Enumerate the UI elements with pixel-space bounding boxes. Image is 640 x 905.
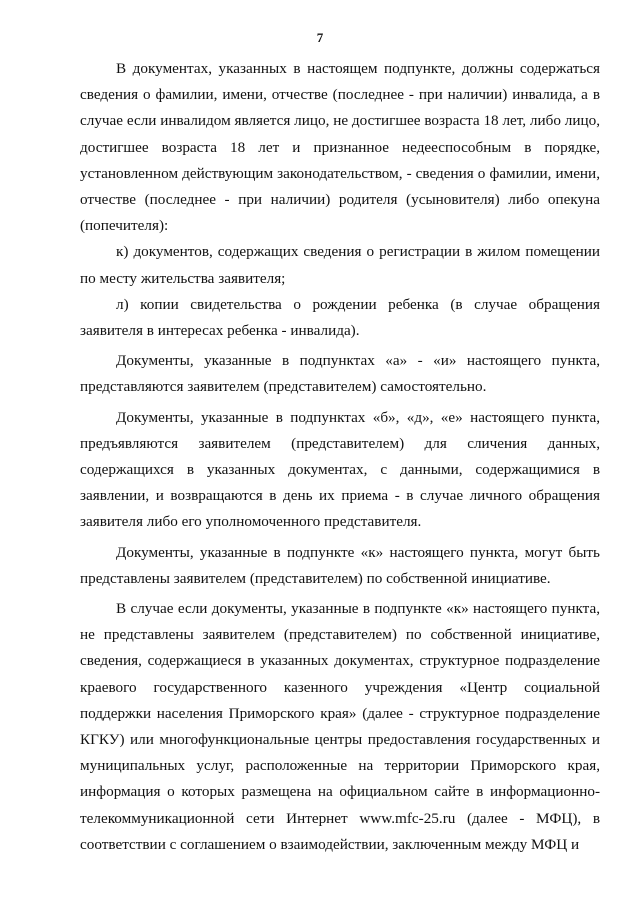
paragraph-self-submission: Документы, указанные в подпунктах «а» - «и» настоящего пункта, представляются заявителем (представителем) самостоятельно. <box>80 352 600 396</box>
document-body <box>80 56 600 858</box>
paragraph-item-k: к) документов, содержащих сведения о регистрации в жилом помещении по месту жительства заявителя; <box>80 243 600 287</box>
paragraph-interagency-request: В случае если документы, указанные в подпункте «к» настоящего пункта, не представлены заявителем (представителем) по собственной инициативе, сведения, содержащиеся в указанных документах, структурное подразделение краевого государственного казенного учреждения «Центр социальной поддержки населения Приморского края» (далее - структурное подразделение КГКУ) или многофункциональные центры предоставления государственных и муниципальных услуг, расположенные на территории Приморского края, информация о которых размещена на официальном сайте в информационно-телекоммуникационной сети Интернет www.mfc-25.ru (далее - МФЦ), в соответствии с соглашением о взаимодействии, заключенным между МФЦ и <box>80 600 600 853</box>
paragraph-presentation-comparison: Документы, указанные в подпунктах «б», «д», «е» настоящего пункта, предъявляются заявителем (представителем) для сличения данных, содержащихся в указанных документах, с данными, содержащимися в заявлении, и возвращаются в день их приема - в случае личного обращения заявителя либо его уполномоченного представителя. <box>80 408 600 531</box>
paragraph-item-l: л) копии свидетельства о рождении ребенка (в случае обращения заявителя в интересах ребенка - инвалида). <box>80 295 600 340</box>
paragraph-own-initiative: Документы, указанные в подпункте «к» настоящего пункта, могут быть представлены заявителем (представителем) по собственной инициативе. <box>80 543 600 587</box>
page-number: 7 <box>316 30 324 45</box>
paragraph-documents-info: В документах, указанных в настоящем подпункте, должны содержаться сведения о фамилии, имени, отчестве (последнее - при наличии) инвалида, а в случае если инвалидом является лицо, не достигшее возраста 18 лет, либо лицо, достигшее возраста 18 лет и признанное недееспособным в порядке, установленном действующим законодательством, - сведения о фамилии, имени, отчестве (последнее - при наличии) родителя (усыновителя) либо опекуна (попечителя): <box>80 60 600 235</box>
